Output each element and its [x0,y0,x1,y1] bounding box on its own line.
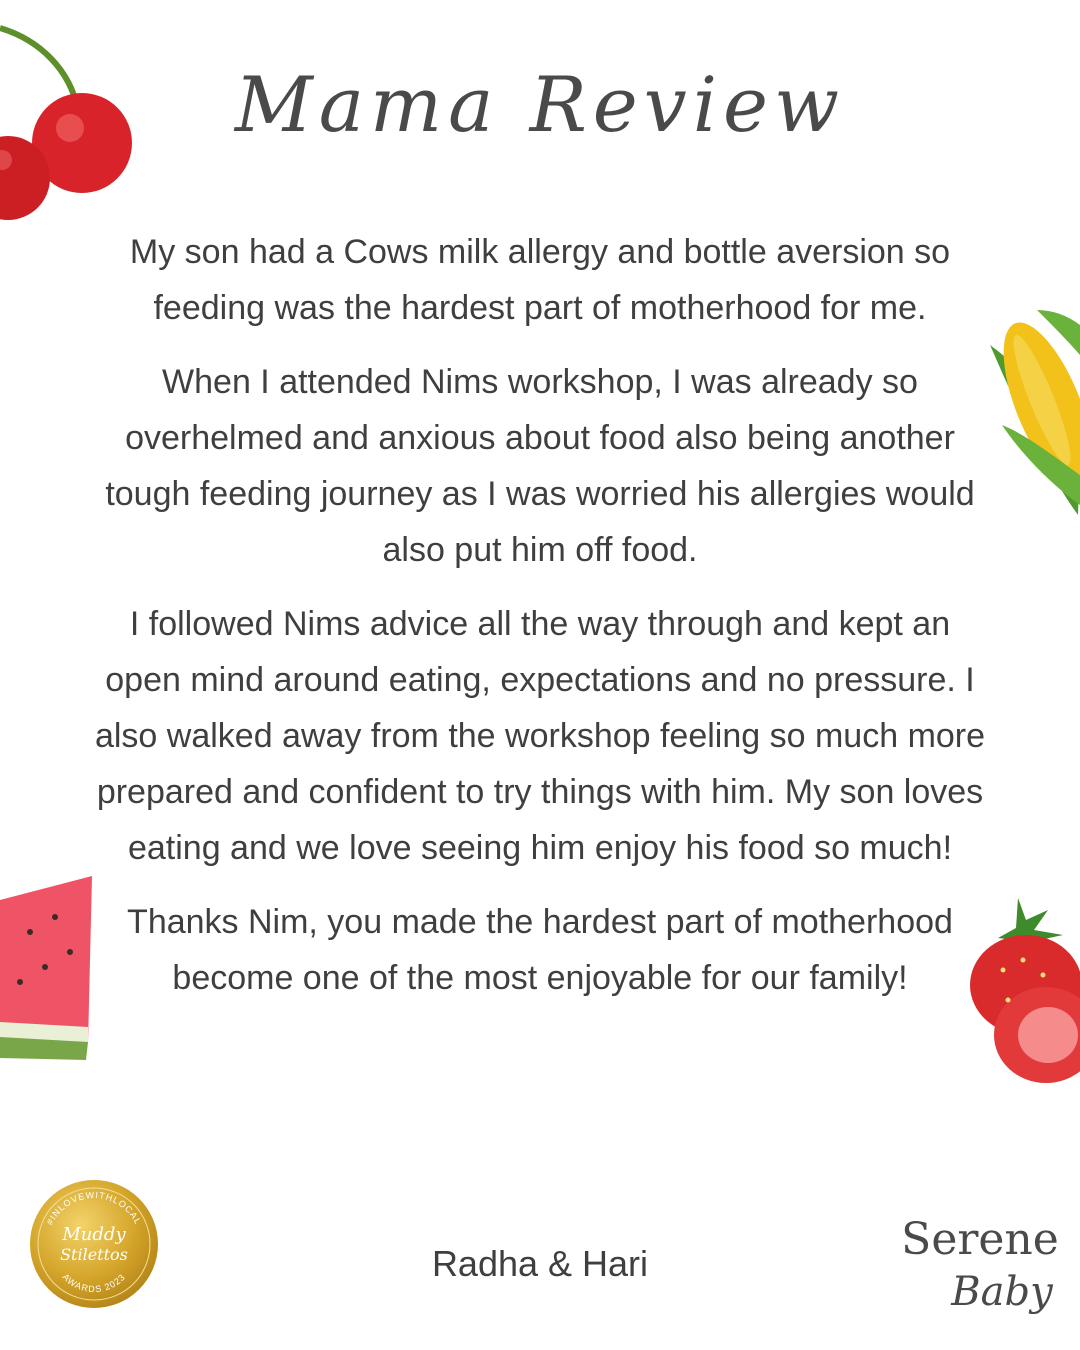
review-text [90,224,990,1024]
review-paragraph: My son had a Cows milk allergy and bottle aversion so feeding was the hardest part of motherhood for me. [129,233,951,327]
review-paragraph: Thanks Nim, you made the hardest part of motherhood become one of the most enjoyable for our family! [127,903,953,997]
signature: Radha & Hari [431,1243,649,1284]
review-paragraph: When I attended Nims workshop, I was already so overhelmed and anxious about food also being another tough feeding journey as I was worried his allergies would also put him off food. [105,363,975,569]
svg-text:Serene: Serene [901,1214,1059,1265]
svg-text:Stilettos: Stilettos [60,1245,128,1264]
svg-text:#INLOVEWITHLOCAL: #INLOVEWITHLOCAL [44,1189,144,1227]
brand-logo [892,1210,1067,1330]
review-paragraph: I followed Nims advice all the way through and kept an open mind around eating, expectations and no pressure. I also walked away from the workshop feeling so much more prepared and confident to try things with him. My son loves eating and we love seeing him enjoy his food so much! [94,605,986,867]
page-title: Mama Review [234,60,846,149]
svg-text:Baby: Baby [951,1269,1053,1315]
svg-text:AWARDS 2023: AWARDS 2023 [60,1271,128,1295]
watermelon-icon [0,872,100,1064]
svg-text:Muddy: Muddy [62,1224,126,1245]
corn-icon [982,305,1080,520]
